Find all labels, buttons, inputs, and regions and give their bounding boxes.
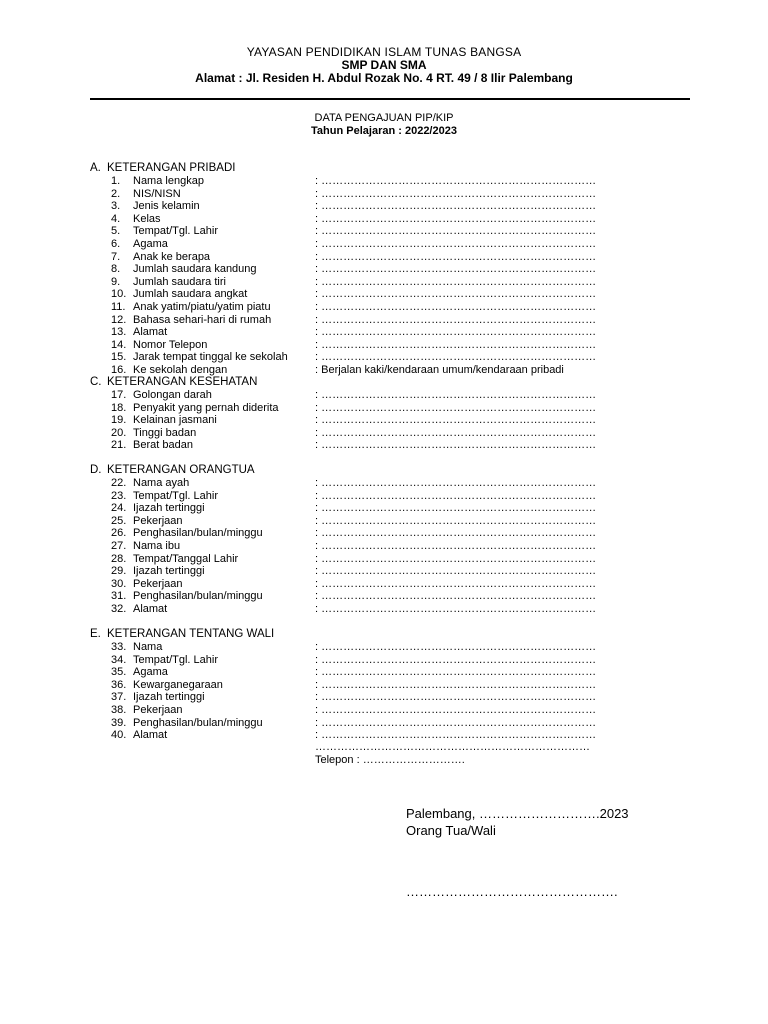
field-number: 31. bbox=[111, 590, 127, 603]
field-number: 38. bbox=[111, 704, 127, 716]
academic-year: Tahun Pelajaran : 2022/2023 bbox=[311, 125, 457, 137]
form-field-row bbox=[111, 263, 257, 276]
form-field-row bbox=[111, 414, 217, 427]
field-label: Alamat bbox=[133, 326, 168, 339]
form-field-row bbox=[111, 339, 207, 352]
field-number: 18. bbox=[111, 401, 127, 414]
field-value[interactable]: : ………………………………………………………………… bbox=[315, 426, 597, 439]
form-field-row bbox=[111, 691, 205, 704]
form-field-row bbox=[111, 175, 204, 188]
field-number: 33. bbox=[111, 641, 127, 653]
form-field-row bbox=[111, 188, 181, 201]
form-field-row bbox=[111, 717, 263, 730]
field-label: Ke sekolah dengan bbox=[133, 364, 228, 376]
field-number: 24. bbox=[111, 502, 127, 515]
field-label: Ijazah tertinggi bbox=[133, 502, 205, 515]
field-number: 17. bbox=[111, 389, 127, 401]
field-value[interactable]: : Berjalan kaki/kendaraan umum/kendaraan pribadi bbox=[315, 364, 564, 376]
field-number: 12. bbox=[111, 313, 127, 326]
form-field-row bbox=[111, 477, 189, 490]
section-heading bbox=[90, 376, 257, 388]
signature-role: Orang Tua/Wali bbox=[406, 823, 496, 838]
field-number: 39. bbox=[111, 716, 127, 729]
field-number: 22. bbox=[111, 477, 127, 489]
field-number: 16. bbox=[111, 364, 127, 376]
field-number: 35. bbox=[111, 666, 127, 679]
field-label: Alamat bbox=[133, 603, 168, 615]
form-field-row bbox=[111, 704, 183, 717]
form-field-row bbox=[111, 729, 167, 742]
field-label: Anak yatim/piatu/yatim piatu bbox=[133, 301, 271, 313]
field-value[interactable]: : ………………………………………………………………… bbox=[315, 313, 597, 326]
field-label: Agama bbox=[133, 666, 168, 679]
section-title: KETERANGAN PRIBADI bbox=[107, 162, 236, 174]
field-value[interactable]: : ………………………………………………………………… bbox=[315, 704, 597, 716]
field-number: 23. bbox=[111, 489, 127, 502]
section-heading bbox=[90, 464, 255, 476]
form-field-row bbox=[111, 364, 227, 377]
field-number: 32. bbox=[111, 603, 127, 615]
field-label: Tinggi badan bbox=[133, 426, 197, 439]
header-divider bbox=[90, 98, 690, 100]
field-value[interactable]: : ………………………………………………………………… bbox=[315, 514, 597, 527]
field-number: 14. bbox=[111, 338, 127, 351]
field-number: 10. bbox=[111, 288, 127, 301]
form-field-row bbox=[111, 578, 183, 591]
field-number: 11. bbox=[111, 301, 126, 313]
field-label: Agama bbox=[133, 238, 168, 250]
field-number: 5. bbox=[111, 225, 121, 238]
section-title: KETERANGAN ORANGTUA bbox=[107, 464, 255, 476]
form-field-row bbox=[111, 553, 238, 566]
field-label: Nama lengkap bbox=[133, 175, 204, 187]
school-address: Alamat : Jl. Residen H. Abdul Rozak No. 4 RT. 49 / 8 Ilir Palembang bbox=[195, 71, 573, 85]
field-label: Pekerjaan bbox=[133, 514, 183, 527]
field-number: 30. bbox=[111, 577, 127, 590]
signature-line: …………………………………………. bbox=[406, 884, 618, 899]
field-value[interactable]: : ………………………………………………………………… bbox=[315, 540, 597, 552]
field-number: 19. bbox=[111, 414, 127, 427]
field-number: 4. bbox=[111, 212, 121, 225]
field-value[interactable]: : ………………………………………………………………… bbox=[315, 187, 597, 200]
field-value[interactable]: : ………………………………………………………………… bbox=[315, 326, 597, 339]
field-value[interactable]: : ………………………………………………………………… bbox=[315, 577, 597, 590]
field-number: 3. bbox=[111, 200, 121, 213]
school-name: SMP DAN SMA bbox=[341, 58, 427, 72]
field-number: 2. bbox=[111, 187, 121, 200]
field-number: 8. bbox=[111, 263, 121, 276]
field-label: Tempat/Tanggal Lahir bbox=[133, 552, 239, 565]
form-field-row bbox=[111, 666, 168, 679]
field-number: 27. bbox=[111, 540, 127, 552]
field-number: 21. bbox=[111, 439, 127, 452]
field-label: Penyakit yang pernah diderita bbox=[133, 401, 279, 414]
field-label: Jumlah saudara kandung bbox=[133, 263, 257, 276]
form-field-row bbox=[111, 603, 167, 616]
field-number: 7. bbox=[111, 250, 121, 263]
field-value[interactable]: : ………………………………………………………………… bbox=[315, 401, 597, 414]
form-field-row bbox=[111, 427, 196, 440]
field-label: Kelas bbox=[133, 212, 161, 225]
signature-place-date: Palembang, ……………………….2023 bbox=[406, 806, 629, 821]
field-value[interactable]: : ………………………………………………………………… bbox=[315, 301, 597, 313]
field-label: Kewarganegaraan bbox=[133, 678, 223, 691]
field-number: 40. bbox=[111, 729, 127, 742]
field-label: Jumlah saudara tiri bbox=[133, 275, 226, 288]
form-field-row bbox=[111, 288, 247, 301]
field-value[interactable]: : ………………………………………………………………… bbox=[315, 603, 597, 615]
field-label: Jenis kelamin bbox=[133, 200, 200, 213]
field-label: Tempat/Tgl. Lahir bbox=[133, 225, 218, 238]
form-field-row bbox=[111, 527, 263, 540]
section-letter: D. bbox=[90, 464, 102, 476]
field-value[interactable]: : ………………………………………………………………… bbox=[315, 552, 597, 565]
form-field-row bbox=[111, 540, 180, 553]
field-number: 15. bbox=[111, 351, 127, 364]
telepon-line: Telepon : ………………………. bbox=[315, 754, 465, 766]
address-extra-line: ………………………………………………………………… bbox=[315, 741, 590, 753]
form-field-row bbox=[111, 565, 205, 578]
field-value[interactable]: : ………………………………………………………………… bbox=[315, 565, 597, 578]
form-field-row bbox=[111, 515, 183, 528]
field-value[interactable]: : ………………………………………………………………… bbox=[315, 225, 597, 238]
form-field-row bbox=[111, 590, 263, 603]
field-label: Ijazah tertinggi bbox=[133, 565, 205, 578]
field-label: Kelainan jasmani bbox=[133, 414, 217, 427]
form-field-row bbox=[111, 225, 218, 238]
field-label: Nama bbox=[133, 641, 163, 653]
field-label: Penghasilan/bulan/minggu bbox=[133, 590, 263, 603]
form-field-row bbox=[111, 502, 205, 515]
field-value[interactable]: : ………………………………………………………………… bbox=[315, 275, 597, 288]
form-field-row bbox=[111, 351, 288, 364]
form-field-row bbox=[111, 238, 168, 251]
field-value[interactable]: : ………………………………………………………………… bbox=[315, 263, 597, 276]
field-label: Penghasilan/bulan/minggu bbox=[133, 716, 263, 729]
field-number: 26. bbox=[111, 527, 127, 540]
field-value[interactable]: : ………………………………………………………………… bbox=[315, 212, 597, 225]
field-value[interactable]: : ………………………………………………………………… bbox=[315, 653, 597, 666]
field-label: Pekerjaan bbox=[133, 704, 183, 716]
field-label: Nama ibu bbox=[133, 540, 181, 552]
form-field-row bbox=[111, 200, 200, 213]
form-field-row bbox=[111, 490, 218, 503]
section-title: KETERANGAN TENTANG WALI bbox=[107, 628, 275, 640]
section-title: KETERANGAN KESEHATAN bbox=[107, 376, 258, 388]
field-value[interactable]: : ………………………………………………………………… bbox=[315, 502, 597, 515]
form-field-row bbox=[111, 439, 193, 452]
form-field-row bbox=[111, 402, 279, 415]
field-value[interactable]: : ………………………………………………………………… bbox=[315, 250, 597, 263]
field-value[interactable]: : ………………………………………………………………… bbox=[315, 389, 597, 401]
field-value[interactable]: : ………………………………………………………………… bbox=[315, 477, 597, 489]
form-field-row bbox=[111, 301, 271, 314]
field-value[interactable]: : ………………………………………………………………… bbox=[315, 351, 597, 364]
field-value[interactable]: : ………………………………………………………………… bbox=[315, 716, 597, 729]
field-value[interactable]: : ………………………………………………………………… bbox=[315, 729, 597, 742]
field-value[interactable]: : ………………………………………………………………… bbox=[315, 200, 597, 213]
field-value[interactable]: : ………………………………………………………………… bbox=[315, 238, 597, 250]
form-field-row bbox=[111, 654, 218, 667]
field-value[interactable]: : ………………………………………………………………… bbox=[315, 338, 597, 351]
field-value[interactable]: : ………………………………………………………………… bbox=[315, 439, 597, 452]
field-value[interactable]: : ………………………………………………………………… bbox=[315, 288, 597, 301]
field-number: 36. bbox=[111, 678, 127, 691]
form-field-row bbox=[111, 276, 226, 289]
field-label: Golongan darah bbox=[133, 389, 212, 401]
field-label: Jumlah saudara angkat bbox=[133, 288, 248, 301]
section-letter: C. bbox=[90, 376, 102, 388]
field-label: Penghasilan/bulan/minggu bbox=[133, 527, 263, 540]
field-label: Nama ayah bbox=[133, 477, 190, 489]
section-letter: A. bbox=[90, 162, 101, 174]
field-number: 29. bbox=[111, 565, 127, 578]
field-label: Jarak tempat tinggal ke sekolah bbox=[133, 351, 288, 364]
field-value[interactable]: : ………………………………………………………………… bbox=[315, 641, 597, 653]
section-heading bbox=[90, 628, 274, 640]
org-name: YAYASAN PENDIDIKAN ISLAM TUNAS BANGSA bbox=[246, 45, 522, 59]
field-number: 13. bbox=[111, 326, 127, 339]
field-value[interactable]: : ………………………………………………………………… bbox=[315, 666, 597, 679]
form-field-row bbox=[111, 326, 167, 339]
field-label: Ijazah tertinggi bbox=[133, 691, 205, 704]
form-field-row bbox=[111, 389, 212, 402]
field-label: NIS/NISN bbox=[133, 187, 181, 200]
form-field-row bbox=[111, 641, 162, 654]
field-number: 1. bbox=[111, 175, 121, 187]
field-number: 6. bbox=[111, 238, 121, 250]
field-label: Alamat bbox=[133, 729, 168, 742]
form-field-row bbox=[111, 213, 161, 226]
field-number: 34. bbox=[111, 653, 127, 666]
field-number: 9. bbox=[111, 275, 121, 288]
form-field-row bbox=[111, 251, 210, 264]
field-label: Tempat/Tgl. Lahir bbox=[133, 653, 218, 666]
field-value[interactable]: : ………………………………………………………………… bbox=[315, 527, 597, 540]
field-number: 28. bbox=[111, 552, 127, 565]
field-number: 20. bbox=[111, 426, 127, 439]
field-value[interactable]: : ………………………………………………………………… bbox=[315, 489, 597, 502]
field-label: Berat badan bbox=[133, 439, 193, 452]
section-heading bbox=[90, 162, 235, 174]
field-label: Nomor Telepon bbox=[133, 338, 208, 351]
form-title: DATA PENGAJUAN PIP/KIP bbox=[314, 112, 454, 124]
form-field-row bbox=[111, 314, 271, 327]
form-field-row bbox=[111, 679, 223, 692]
field-value[interactable]: : ………………………………………………………………… bbox=[315, 691, 597, 704]
field-value[interactable]: : ………………………………………………………………… bbox=[315, 414, 597, 427]
field-value[interactable]: : ………………………………………………………………… bbox=[315, 590, 597, 603]
field-number: 37. bbox=[111, 691, 127, 704]
field-value[interactable]: : ………………………………………………………………… bbox=[315, 678, 597, 691]
field-label: Bahasa sehari-hari di rumah bbox=[133, 313, 272, 326]
field-label: Anak ke berapa bbox=[133, 250, 211, 263]
section-letter: E. bbox=[90, 628, 101, 640]
field-value[interactable]: : ………………………………………………………………… bbox=[315, 175, 597, 187]
field-label: Tempat/Tgl. Lahir bbox=[133, 489, 218, 502]
field-label: Pekerjaan bbox=[133, 577, 183, 590]
field-number: 25. bbox=[111, 514, 127, 527]
